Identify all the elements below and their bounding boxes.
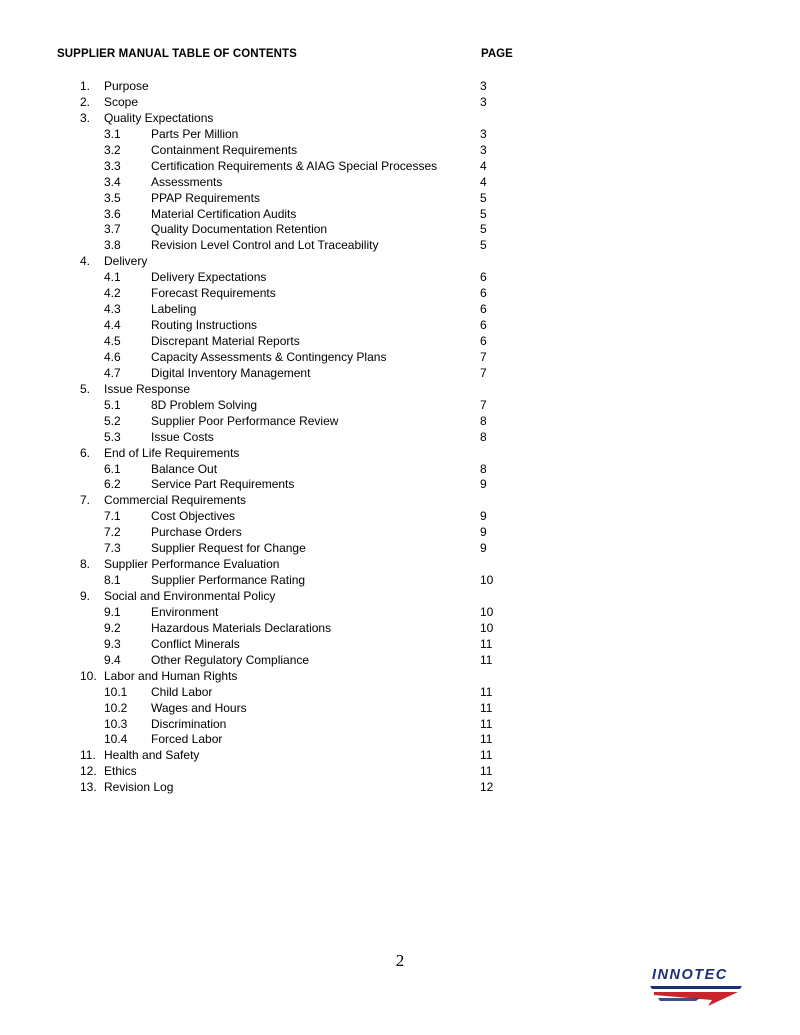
toc-label: Ethics xyxy=(104,764,137,779)
toc-label: Issue Costs xyxy=(151,429,214,444)
toc-page-number: 4 xyxy=(480,158,487,173)
toc-label: Quality Documentation Retention xyxy=(151,222,328,237)
toc-label: Social and Environmental Policy xyxy=(104,589,276,603)
toc-number: 7.2 xyxy=(104,525,121,540)
toc-page-number: 6 xyxy=(480,302,487,317)
toc-number: 9.3 xyxy=(104,636,121,651)
toc-number: 3.7 xyxy=(104,222,121,237)
toc-subsection-row xyxy=(0,175,800,191)
toc-label: Cost Objectives xyxy=(151,509,236,524)
toc-label: Containment Requirements xyxy=(151,142,298,157)
toc-number: 9.2 xyxy=(104,620,121,635)
toc-page-number: 11 xyxy=(480,652,493,667)
toc-subsection-row xyxy=(0,525,800,541)
toc-page-number: 5 xyxy=(480,222,487,237)
toc-number: 9.1 xyxy=(104,604,121,619)
toc-label: End of Life Requirements xyxy=(104,445,240,460)
toc-title: SUPPLIER MANUAL TABLE OF CONTENTS xyxy=(57,48,297,60)
toc-label: Discrepant Material Reports xyxy=(151,334,300,348)
toc-page-number: 8 xyxy=(480,429,487,444)
toc-number: 3.4 xyxy=(104,174,121,189)
toc-label: Forced Labor xyxy=(151,732,223,747)
toc-subsection-row xyxy=(0,573,800,589)
toc-page-number: 5 xyxy=(480,206,487,221)
toc-subsection-row xyxy=(0,605,800,621)
toc-subsection-row xyxy=(0,302,800,318)
toc-subsection-row xyxy=(0,509,800,525)
toc-label: Balance Out xyxy=(151,461,218,476)
toc-label: Material Certification Audits xyxy=(151,206,297,221)
toc-number: 3.6 xyxy=(104,206,121,221)
toc-page-number: 3 xyxy=(480,142,487,157)
toc-number: 3.8 xyxy=(104,238,121,253)
toc-label: Purpose xyxy=(104,79,149,93)
toc-subsection-row xyxy=(0,430,800,446)
toc-number: 7. xyxy=(80,493,91,508)
toc-number: 4.7 xyxy=(104,365,121,380)
toc-page-number: 5 xyxy=(480,190,487,205)
toc-label: Other Regulatory Compliance xyxy=(151,652,310,667)
toc-subsection-row xyxy=(0,398,800,414)
toc-number: 5.2 xyxy=(104,413,121,428)
toc-subsection-row xyxy=(0,653,800,669)
toc-number: 3.5 xyxy=(104,190,121,205)
toc-subsection-row xyxy=(0,270,800,286)
toc-page-number: 4 xyxy=(480,174,487,189)
toc-section-row xyxy=(0,382,800,398)
toc-label: Digital Inventory Management xyxy=(151,365,311,380)
toc-page-number: 3 xyxy=(480,126,487,141)
toc-subsection-row xyxy=(0,717,800,733)
toc-label: Wages and Hours xyxy=(151,700,247,715)
toc-subsection-row xyxy=(0,701,800,717)
toc-number: 3.2 xyxy=(104,142,121,157)
toc-number: 9.4 xyxy=(104,652,121,667)
toc-number: 4.4 xyxy=(104,318,121,333)
toc-page-number: 12 xyxy=(480,780,494,795)
toc-section-row xyxy=(0,111,800,127)
toc-subsection-row xyxy=(0,191,800,207)
toc-number: 5. xyxy=(80,381,91,396)
toc-label: Child Labor xyxy=(151,684,213,699)
toc-subsection-row xyxy=(0,127,800,143)
toc-number: 11. xyxy=(80,748,96,763)
toc-number: 4.1 xyxy=(104,270,121,285)
toc-subsection-row xyxy=(0,207,800,223)
toc-section-row xyxy=(0,748,800,764)
innotec-logo xyxy=(648,966,748,1012)
toc-label: Supplier Performance Evaluation xyxy=(104,557,280,572)
toc-number: 6.1 xyxy=(104,461,121,476)
toc-number: 3.1 xyxy=(104,126,121,141)
toc-label: Routing Instructions xyxy=(151,318,258,333)
toc-label: Delivery xyxy=(104,254,148,269)
toc-page-number: 3 xyxy=(480,94,487,109)
toc-number: 1. xyxy=(80,79,91,93)
toc-subsection-row xyxy=(0,222,800,238)
toc-page-number: 9 xyxy=(480,477,487,492)
page-column-header: PAGE xyxy=(481,48,513,60)
toc-page-number: 6 xyxy=(480,270,487,285)
toc-number: 5.1 xyxy=(104,397,121,412)
toc-label: Environment xyxy=(151,604,219,619)
toc-number: 12. xyxy=(80,764,97,779)
logo-swoosh-icon xyxy=(648,982,748,1012)
toc-page-number: 6 xyxy=(480,318,487,333)
toc-page-number: 7 xyxy=(480,365,487,380)
toc-number: 8.1 xyxy=(104,573,121,588)
toc-number: 5.3 xyxy=(104,429,121,444)
toc-label: Parts Per Million xyxy=(151,126,239,141)
toc-label: Scope xyxy=(104,94,139,109)
toc-subsection-row xyxy=(0,637,800,653)
toc-label: Certification Requirements & AIAG Special Processes xyxy=(151,158,438,173)
toc-section-row xyxy=(0,95,800,111)
toc-page-number: 11 xyxy=(480,684,493,699)
toc-label: Assessments xyxy=(151,174,223,189)
toc-number: 6. xyxy=(80,445,91,460)
toc-number: 10.2 xyxy=(104,700,128,715)
toc-subsection-row xyxy=(0,621,800,637)
toc-label: Service Part Requirements xyxy=(151,477,295,492)
toc-section-row xyxy=(0,493,800,509)
toc-page-number: 8 xyxy=(480,413,487,428)
toc-number: 10.3 xyxy=(104,716,128,731)
toc-label: Quality Expectations xyxy=(104,110,214,125)
toc-page-number: 11 xyxy=(480,748,493,763)
toc-label: Commercial Requirements xyxy=(104,493,247,508)
toc-number: 3.3 xyxy=(104,158,121,173)
toc-number: 10.4 xyxy=(104,732,128,747)
toc-page-number: 11 xyxy=(480,636,493,651)
toc-page-number: 7 xyxy=(480,349,487,364)
toc-page-number: 11 xyxy=(480,716,493,731)
toc-label: Revision Level Control and Lot Traceability xyxy=(151,238,379,253)
toc-label: Health and Safety xyxy=(104,748,200,763)
toc-section-row xyxy=(0,79,800,95)
toc-number: 7.3 xyxy=(104,541,121,556)
toc-subsection-row xyxy=(0,414,800,430)
toc-subsection-row xyxy=(0,477,800,493)
toc-page-number: 10 xyxy=(480,620,494,635)
toc-label: 8D Problem Solving xyxy=(151,397,258,412)
toc-page-number: 6 xyxy=(480,286,487,301)
toc-subsection-row xyxy=(0,732,800,748)
toc-page-number: 10 xyxy=(480,573,494,588)
page-number: 2 xyxy=(395,951,405,970)
toc-label: Hazardous Materials Declarations xyxy=(151,620,332,635)
toc-page-number: 8 xyxy=(480,461,487,476)
toc-label: Supplier Poor Performance Review xyxy=(151,413,339,428)
toc-page-number: 7 xyxy=(480,397,487,412)
toc-subsection-row xyxy=(0,143,800,159)
toc-number: 10.1 xyxy=(104,684,128,699)
toc-label: Supplier Performance Rating xyxy=(151,573,306,588)
toc-section-row xyxy=(0,557,800,573)
toc-subsection-row xyxy=(0,334,800,350)
toc-number: 4. xyxy=(80,254,91,269)
toc-label: Issue Response xyxy=(104,381,191,396)
toc-number: 13. xyxy=(80,780,97,795)
toc-page-number: 11 xyxy=(480,764,493,779)
toc-number: 9. xyxy=(80,589,91,603)
toc-page-number: 9 xyxy=(480,525,487,540)
toc-page-number: 11 xyxy=(480,732,493,747)
toc-number: 4.6 xyxy=(104,349,121,364)
toc-label: Delivery Expectations xyxy=(151,270,267,285)
toc-number: 7.1 xyxy=(104,509,121,524)
toc-label: Forecast Requirements xyxy=(151,286,276,301)
toc-label: Supplier Request for Change xyxy=(151,541,306,556)
toc-subsection-row xyxy=(0,462,800,478)
toc-number: 8. xyxy=(80,557,91,572)
toc-label: Labor and Human Rights xyxy=(104,668,238,683)
toc-page-number: 6 xyxy=(480,334,487,348)
toc-number: 3. xyxy=(80,110,91,125)
toc-subsection-row xyxy=(0,286,800,302)
toc-subsection-row xyxy=(0,159,800,175)
toc-label: Labeling xyxy=(151,302,197,317)
toc-number: 4.2 xyxy=(104,286,121,301)
toc-label: PPAP Requirements xyxy=(151,190,260,205)
toc-page-number: 9 xyxy=(480,541,487,556)
toc-section-row xyxy=(0,254,800,270)
toc-section-row xyxy=(0,669,800,685)
toc-subsection-row xyxy=(0,350,800,366)
toc-page-number: 5 xyxy=(480,238,487,253)
toc-section-row xyxy=(0,446,800,462)
toc-number: 4.5 xyxy=(104,334,121,348)
toc-subsection-row xyxy=(0,541,800,557)
toc-label: Conflict Minerals xyxy=(151,636,240,651)
toc-label: Revision Log xyxy=(104,780,174,795)
toc-subsection-row xyxy=(0,366,800,382)
toc-subsection-row xyxy=(0,318,800,334)
logo-wordmark: INNOTEC xyxy=(652,967,728,983)
toc-section-row xyxy=(0,589,800,605)
toc-label: Purchase Orders xyxy=(151,525,242,540)
toc-page-number: 11 xyxy=(480,700,493,715)
toc-page-number: 3 xyxy=(480,79,487,93)
toc-page-number: 10 xyxy=(480,604,494,619)
toc-label: Discrimination xyxy=(151,716,227,731)
toc-number: 4.3 xyxy=(104,302,121,317)
toc-subsection-row xyxy=(0,238,800,254)
toc-subsection-row xyxy=(0,685,800,701)
toc-section-row xyxy=(0,780,800,796)
toc-section-row xyxy=(0,764,800,780)
table-of-contents xyxy=(0,79,800,796)
toc-number: 2. xyxy=(80,94,91,109)
toc-number: 10. xyxy=(80,668,97,683)
toc-number: 6.2 xyxy=(104,477,121,492)
toc-page-number: 9 xyxy=(480,509,487,524)
toc-label: Capacity Assessments & Contingency Plans xyxy=(151,349,387,364)
